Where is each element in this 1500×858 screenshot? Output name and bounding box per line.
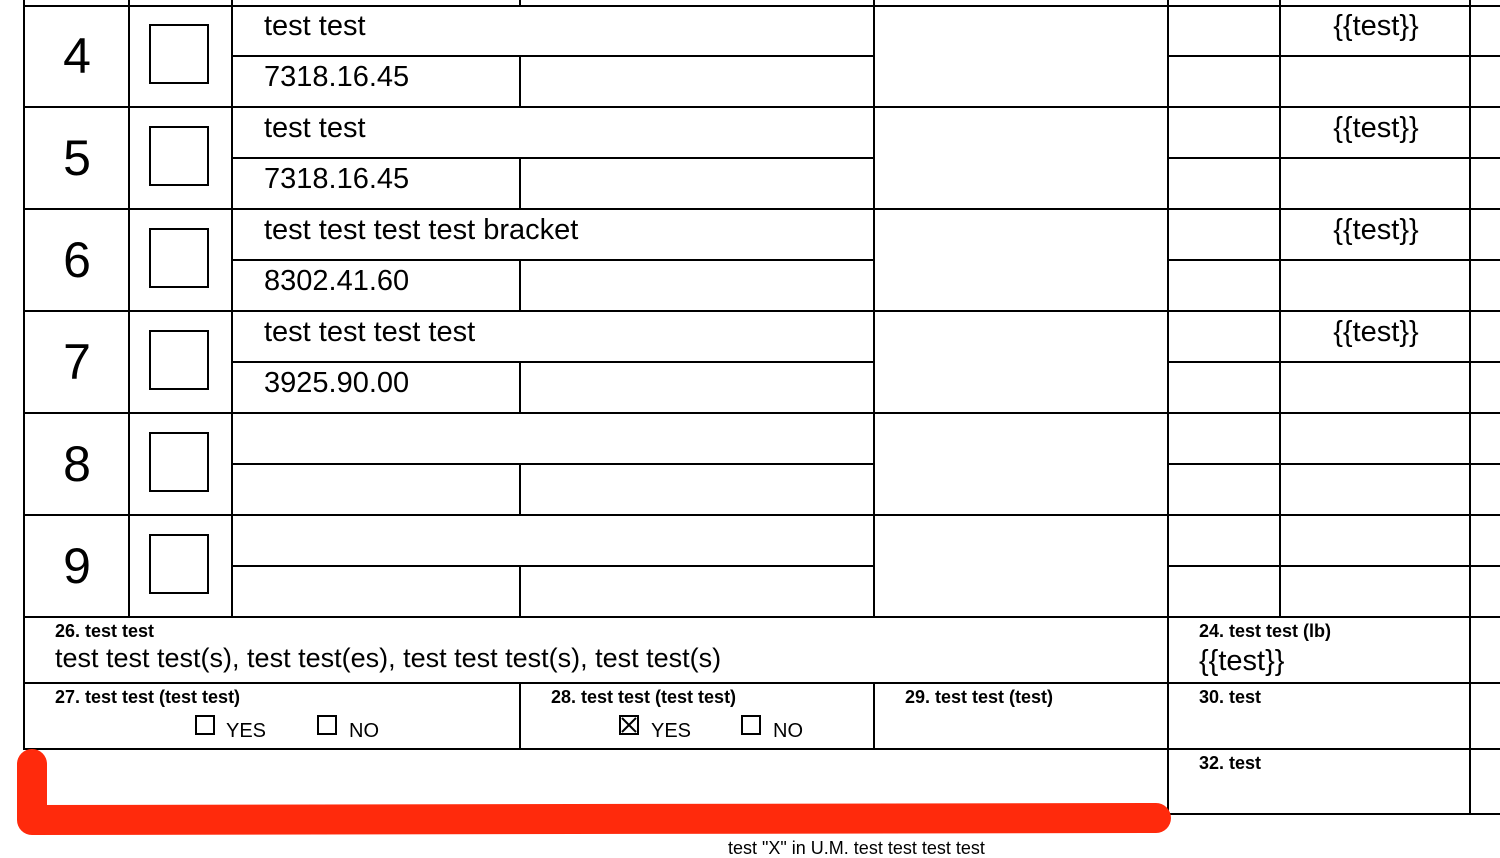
footer-note: test "X" in U.M. test test test test	[728, 838, 985, 858]
field-32-label: 32. test	[1199, 753, 1262, 773]
column-divider	[873, 0, 875, 617]
field-28-no-checkbox[interactable]	[741, 715, 761, 735]
field-24-label: 24. test test (lb)	[1199, 621, 1332, 641]
column-divider	[23, 0, 25, 750]
row-checkbox[interactable]	[149, 432, 209, 492]
row-number: 4	[63, 28, 91, 84]
template-value: {{test}}	[1333, 316, 1419, 348]
field-27-label: 27. test test (test test)	[55, 687, 241, 707]
item-description: test test	[264, 112, 366, 144]
column-divider	[519, 55, 521, 108]
row-checkbox[interactable]	[149, 228, 209, 288]
field-28-no-label: NO	[773, 720, 803, 742]
row-checkbox[interactable]	[149, 126, 209, 186]
sub-divider	[1168, 55, 1500, 57]
column-divider	[519, 157, 521, 210]
column-divider	[519, 259, 521, 312]
row-number: 5	[63, 130, 91, 186]
field-28-label: 28. test test (test test)	[551, 687, 737, 707]
field-29-label: 29. test test (test)	[905, 687, 1054, 707]
row-checkbox[interactable]	[149, 24, 209, 84]
field-24-value: {{test}}	[1199, 645, 1285, 677]
template-value: {{test}}	[1333, 10, 1419, 42]
item-description: test test test test	[264, 316, 476, 348]
column-divider	[519, 463, 521, 516]
column-divider	[519, 361, 521, 414]
field-27-yes-label: YES	[226, 720, 267, 742]
column-divider	[1279, 0, 1281, 617]
field-28-yes-checkbox[interactable]	[619, 715, 639, 735]
field-27-no-label: NO	[349, 720, 379, 742]
column-divider	[128, 0, 130, 617]
tariff-code: 3925.90.00	[264, 367, 410, 399]
column-divider	[519, 0, 521, 7]
column-divider	[873, 682, 875, 750]
tariff-code: 7318.16.45	[264, 163, 410, 195]
field-28-yes-label: YES	[651, 720, 692, 742]
column-divider	[231, 0, 233, 617]
template-value: {{test}}	[1333, 112, 1419, 144]
row-divider	[1168, 813, 1500, 815]
sub-divider	[1168, 259, 1500, 261]
item-description: test test test test bracket	[264, 214, 579, 246]
column-divider	[519, 565, 521, 617]
field-26-label: 26. test test	[55, 621, 155, 641]
sub-divider	[232, 361, 874, 363]
field-27-no-checkbox[interactable]	[317, 715, 337, 735]
sub-divider	[232, 157, 874, 159]
sub-divider	[232, 55, 874, 57]
sub-divider	[1168, 361, 1500, 363]
sub-divider	[232, 565, 874, 567]
row-checkbox[interactable]	[149, 330, 209, 390]
row-number: 8	[63, 436, 91, 492]
sub-divider	[232, 463, 874, 465]
row-number: 7	[63, 334, 91, 390]
column-divider	[519, 682, 521, 750]
template-value: {{test}}	[1333, 214, 1419, 246]
sub-divider	[1168, 565, 1500, 567]
row-divider	[24, 748, 1500, 750]
sub-divider	[1168, 463, 1500, 465]
row-number: 9	[63, 538, 91, 594]
item-description: test test	[264, 10, 366, 42]
field-26-value: test test test(s), test test(es), test test test(s), test test(s)	[55, 643, 722, 673]
field-27-yes-checkbox[interactable]	[195, 715, 215, 735]
checked-x-icon	[621, 717, 637, 733]
tariff-code: 7318.16.45	[264, 61, 410, 93]
row-checkbox[interactable]	[149, 534, 209, 594]
row-number: 6	[63, 232, 91, 288]
row-divider	[24, 682, 1500, 684]
field-30-label: 30. test	[1199, 687, 1262, 707]
sub-divider	[232, 259, 874, 261]
column-divider	[1167, 0, 1169, 815]
tariff-code: 8302.41.60	[264, 265, 410, 297]
sub-divider	[1168, 157, 1500, 159]
